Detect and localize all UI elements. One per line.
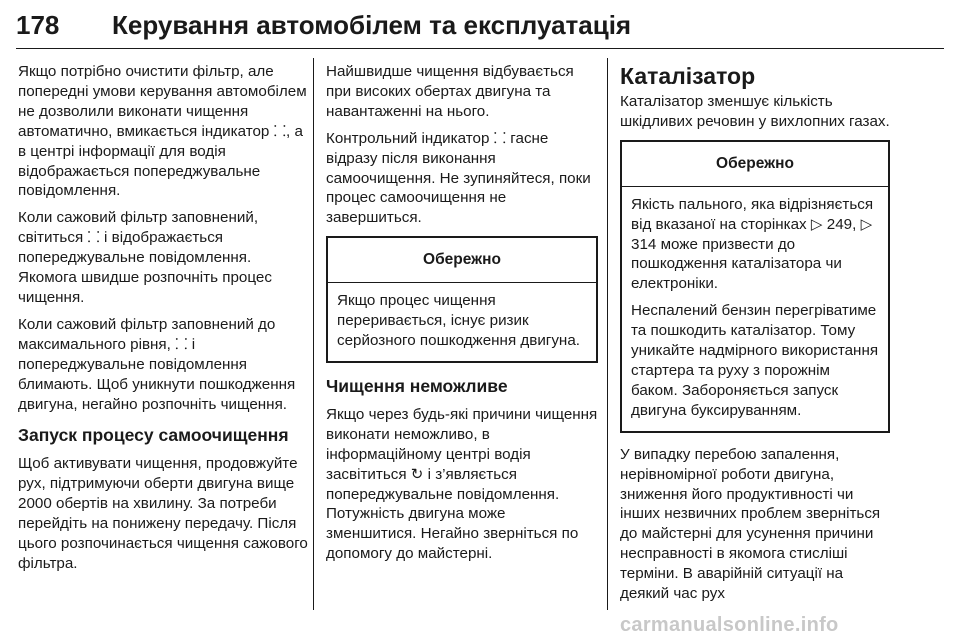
section-title: Каталізатор	[620, 63, 756, 89]
service-wrench-icon: ↻	[410, 465, 424, 483]
chapter-title: Керування автомобілем та експлуатація	[112, 10, 632, 40]
watermark: carmanualsonline.info	[620, 614, 839, 636]
soot-filter-indicator-icon: ⸬	[175, 335, 188, 353]
page-reference-arrow-icon: ▷	[810, 215, 827, 233]
section-heading: Чищення неможливе	[326, 375, 508, 396]
paragraph: У випадку перебою запалення, нерівномірної роботи двигуна, зниження його продуктивності чи інших незвичних проблем зверніться до майстерні для усунення причини несправності в якомога стисліші терміни. В аварійній ситуації на деякий час рух	[620, 445, 881, 603]
soot-filter-indicator-icon: ⸬	[87, 229, 100, 247]
page-header	[16, 10, 944, 50]
page-reference-arrow-icon: ▷	[860, 215, 873, 233]
paragraph: Каталізатор зменшує кількість шкідливих речовин у вихлопних газах.	[620, 93, 890, 130]
warning-box	[620, 140, 890, 433]
page-ref-link[interactable]: 314	[631, 235, 657, 253]
paragraph: Коли сажовий фільтр заповнений до максимального рівня, ⸬ і попереджувальне повідомлення блимають. Щоб уникнути пошкодження двигуна, негайно розпочніть чищення.	[18, 315, 296, 413]
paragraph: Контрольний індикатор ⸬ гасне відразу після виконання самоочищення. Не зупиняйтеся, поки процес самоочищення не завершиться.	[326, 129, 591, 227]
warning-box	[326, 236, 598, 363]
header-rule	[16, 48, 944, 49]
paragraph: Щоб активувати чищення, продовжуйте рух, підтримуючи оберти двигуна вище 2000 обертів на хвилину. За потреби перейдіть на понижену передачу. Після цього розпочинається чищення сажового фільтра.	[18, 455, 308, 572]
column-2	[326, 62, 598, 571]
column-1	[18, 62, 308, 581]
soot-filter-indicator-icon: ⸬	[273, 122, 287, 140]
paragraph: Найшвидше чищення відбувається при високих обертах двигуна та навантаженні на нього.	[326, 63, 574, 120]
paragraph: Якщо через будь-які причини чищення виконати неможливо, в інформаційному центрі водія засвітиться ↻ і з’являється попереджувальне повідомлення. Потужність двигуна може зменшитися. Негайно зверніться по допомогу до майстерні.	[326, 405, 598, 563]
column-3	[620, 62, 890, 611]
paragraph: Коли сажовий фільтр заповнений, світиться ⸬ і відображається попереджувальне повідомлення. Якомога швидше розпочніть процес чищення.	[18, 209, 272, 306]
warning-body	[328, 283, 596, 361]
warning-text: Якщо процес чищення переривається, існує ризик серйозного пошкодження двигуна.	[337, 292, 580, 349]
column-divider-1	[313, 58, 314, 610]
page-ref-link[interactable]: 249	[826, 215, 853, 233]
page-number: 178	[16, 10, 60, 40]
warning-body	[622, 187, 888, 431]
paragraph: Якщо потрібно очистити фільтр, але попередні умови керування автомобілем не дозволили виконати чищення автоматично, вмикається індикатор ⸬, а в центрі інформації для водія відображається попереджувальне повідомлення.	[18, 63, 307, 200]
column-divider-2	[607, 58, 608, 610]
section-heading: Запуск процесу самоочищення	[18, 425, 289, 446]
warning-title: Обережно	[622, 142, 888, 187]
warning-text: Неспалений бензин перегріватиме та пошкодить каталізатор. Тому уникайте надмірного використання стартера та руху з порожнім баком. Забороняється запуск двигуна буксируванням.	[631, 302, 879, 419]
soot-filter-indicator-icon: ⸬	[493, 129, 507, 147]
warning-title: Обережно	[328, 238, 596, 283]
warning-text: Якість пального, яка відрізняється від вказаної на сторінках ▷ 249, ▷ 314 може призвести до пошкодження каталізатора чи електроніки.	[631, 195, 874, 293]
